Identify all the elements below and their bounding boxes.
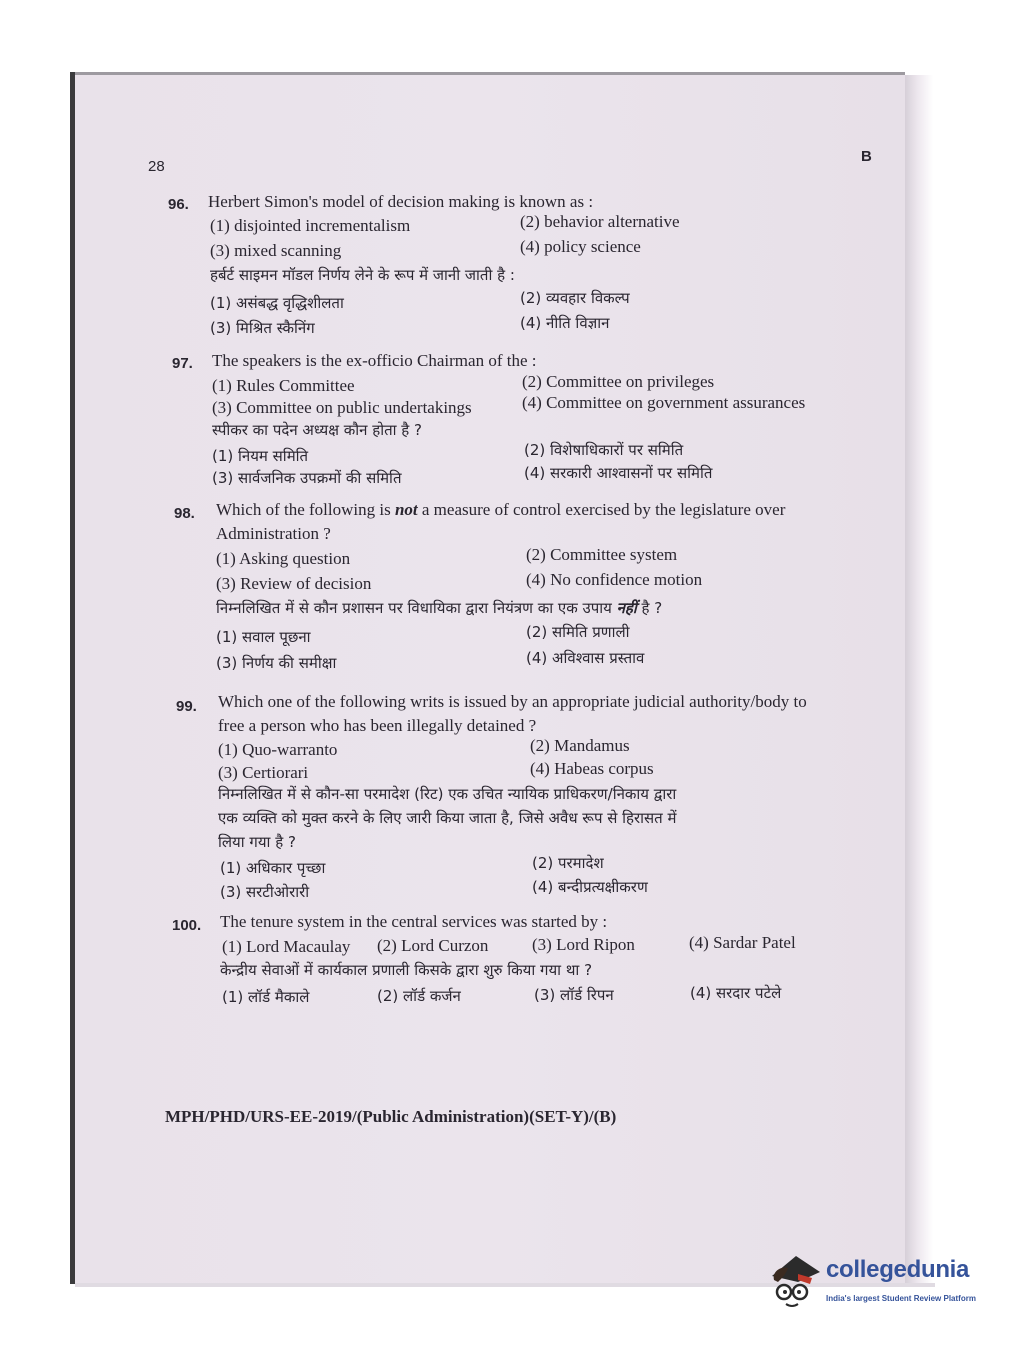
question-text: Which one of the following writs is issued by an appropriate judicial authority/body to	[218, 692, 807, 711]
option: (2) behavior alternative	[520, 212, 680, 231]
paper-code-footer: MPH/PHD/URS-EE-2019/(Public Administration)(SET-Y)/(B)	[165, 1107, 617, 1126]
question-97	[172, 349, 892, 489]
option-hindi: (4) बन्दीप्रत्यक्षीकरण	[532, 878, 648, 896]
option-hindi: (4) सरदार पटेले	[690, 984, 782, 1002]
option: (2) Committee on privileges	[522, 372, 715, 391]
question-text-hindi: केन्द्रीय सेवाओं में कार्यकाल प्रणाली किसके द्वारा शुरु किया गया था ?	[220, 961, 593, 979]
option: (3) Review of decision	[216, 574, 372, 593]
option-hindi: (1) सवाल पूछना	[216, 628, 311, 646]
option: (3) Certiorari	[218, 763, 309, 782]
option-hindi: (3) सरटीओरारी	[220, 883, 310, 901]
question-number: 98.	[174, 505, 195, 522]
paper-curl	[905, 75, 933, 1287]
option-hindi: (1) नियम समिति	[212, 447, 309, 465]
question-text-hindi: निम्नलिखित में से कौन प्रशासन पर विधायिका द्वारा नियंत्रण का एक उपाय नहीं है ?	[216, 599, 663, 617]
option-hindi: (1) असंबद्ध वृद्धिशीलता	[210, 294, 344, 312]
option: (3) Committee on public undertakings	[212, 398, 472, 417]
question-text-hindi-line-2: एक व्यक्ति को मुक्त करने के लिए जारी किया जाता है, जिसे अवैध रूप से हिरासत में	[218, 809, 677, 827]
option-hindi: (2) परमादेश	[532, 854, 604, 872]
collegedunia-logo	[768, 1250, 993, 1314]
option: (1) Quo-warranto	[218, 740, 338, 759]
question-number: 100.	[172, 917, 202, 934]
scan-top-edge	[70, 72, 905, 75]
option: (1) Rules Committee	[212, 376, 355, 395]
question-number: 96.	[168, 196, 189, 213]
page-number: 28	[148, 158, 165, 175]
option-hindi: (2) समिति प्रणाली	[526, 623, 630, 641]
option: (1) Lord Macaulay	[222, 937, 351, 956]
question-98	[174, 496, 894, 676]
option-hindi: (1) अधिकार पृच्छा	[220, 859, 326, 877]
option-hindi: (1) लॉर्ड मैकाले	[222, 988, 310, 1006]
option: (2) Mandamus	[530, 736, 630, 755]
option-hindi: (4) नीति विज्ञान	[520, 314, 610, 332]
scan-left-edge	[70, 72, 75, 1284]
emphasis-not: not	[394, 500, 418, 519]
option: (1) Asking question	[216, 549, 351, 568]
option: (2) Lord Curzon	[377, 936, 489, 955]
option: (4) Committee on government assurances	[522, 393, 806, 412]
option: (4) Sardar Patel	[689, 933, 796, 952]
logo-tagline: India's largest Student Review Platform	[826, 1294, 976, 1303]
option-hindi: (2) लॉर्ड कर्जन	[377, 987, 461, 1005]
question-text-hindi: स्पीकर का पदेन अध्यक्ष कौन होता है ?	[212, 421, 422, 439]
question-number: 97.	[172, 355, 193, 372]
emphasis-nahin: नहीं	[616, 599, 637, 617]
logo-wordmark: collegedunia	[826, 1256, 970, 1283]
question-text-hindi-line-3: लिया गया है ?	[218, 833, 296, 851]
question-100	[172, 910, 892, 1010]
set-letter: B	[861, 148, 872, 165]
option: (4) policy science	[520, 237, 641, 256]
question-text: Which of the following is not a measure of control exercised by the legislature over	[216, 500, 786, 519]
question-text-hindi: हर्बर्ट साइमन मॉडल निर्णय लेने के रूप में जानी जाती है :	[210, 266, 515, 284]
option-hindi: (2) विशेषाधिकारों पर समिति	[524, 441, 684, 459]
question-text: The speakers is the ex-officio Chairman of the :	[212, 351, 537, 370]
question-99	[176, 686, 896, 901]
question-text-line-2: Administration ?	[216, 524, 331, 543]
option: (4) Habeas corpus	[530, 759, 654, 778]
option-hindi: (4) सरकारी आश्वासनों पर समिति	[524, 464, 713, 482]
option: (3) Lord Ripon	[532, 935, 635, 954]
option: (1) disjointed incrementalism	[210, 216, 411, 235]
option-hindi: (3) सार्वजनिक उपक्रमों की समिति	[212, 469, 402, 487]
option: (3) mixed scanning	[210, 241, 342, 260]
option-hindi: (2) व्यवहार विकल्प	[520, 289, 630, 307]
question-text: Herbert Simon's model of decision making is known as :	[208, 192, 594, 211]
option: (2) Committee system	[526, 545, 678, 564]
option-hindi: (3) लॉर्ड रिपन	[534, 986, 614, 1004]
mascot-icon	[768, 1250, 824, 1314]
option-hindi: (3) निर्णय की समीक्षा	[216, 654, 337, 672]
question-96	[168, 190, 888, 340]
question-text-hindi: निम्नलिखित में से कौन-सा परमादेश (रिट) एक उचित न्यायिक प्राधिकरण/निकाय द्वारा	[218, 785, 677, 803]
question-number: 99.	[176, 698, 197, 715]
option: (4) No confidence motion	[526, 570, 703, 589]
question-text-line-2: free a person who has been illegally detained ?	[218, 716, 537, 735]
option-hindi: (3) मिश्रित स्कैनिंग	[210, 319, 315, 337]
question-text: The tenure system in the central services was started by :	[220, 912, 608, 931]
option-hindi: (4) अविश्वास प्रस्ताव	[526, 649, 645, 667]
